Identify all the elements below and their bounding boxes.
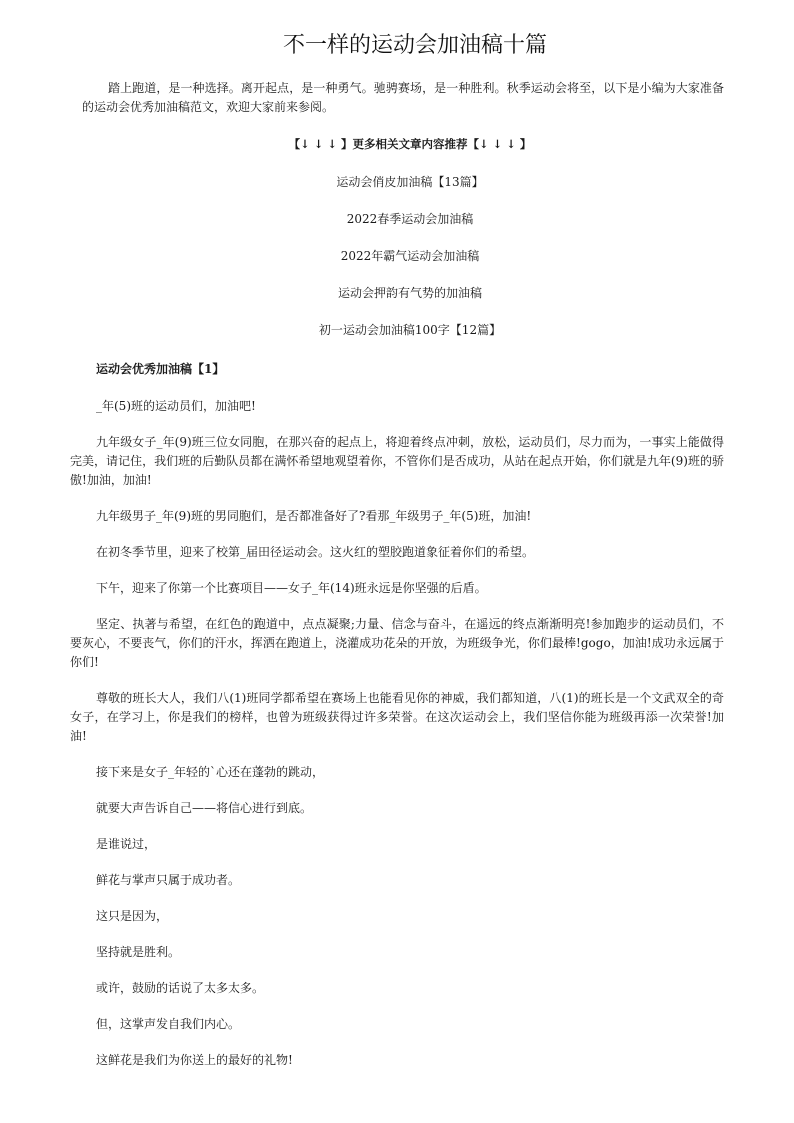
recommendation-list: [0, 174, 794, 339]
body-paragraph: 九年级女子_年(9)班三位女同胞，在那兴奋的起点上，将迎着终点冲刺，放松，运动员们，尽力而为，一事实上能做得完美，请记住，我们班的后勤队员都在满怀希望地观望着你，不管你们是否成功，从站在起点开始，你们就是九年(9)班的骄傲!加油，加油!: [70, 435, 724, 487]
body-paragraph: 坚定、执著与希望，在红色的跑道中，点点凝聚;力量、信念与奋斗，在遥远的终点渐渐明亮!参加跑步的运动员们，不要灰心，不要丧气，你们的汗水，挥洒在跑道上，浇灌成功花朵的开放，为班级争光，你们最棒!gogo，加油!成功永远属于你们!: [70, 617, 724, 669]
body-paragraph: 尊敬的班长大人，我们八(1)班同学都希望在赛场上也能看见你的神威，我们都知道，八(1)的班长是一个文武双全的奇女子，在学习上，你是我们的榜样，也曾为班级获得过许多荣誉。在这次运动会上，我们坚信你能为班级再添一次荣誉!加油!: [70, 691, 724, 743]
intro-paragraph: 踏上跑道，是一种选择。离开起点，是一种勇气。驰骋赛场，是一种胜利。秋季运动会将至，以下是小编为大家准备的运动会优秀加油稿范文，欢迎大家前来参阅。: [82, 81, 724, 114]
body-paragraph: 这鲜花是我们为你送上的最好的礼物!: [96, 1053, 293, 1067]
recommendation-item: [26, 211, 794, 228]
recommendation-link[interactable]: 运动会押韵有气势的加油稿: [337, 286, 482, 300]
document-title: 不一样的运动会加油稿十篇: [282, 33, 547, 58]
body-paragraph: 下午，迎来了你第一个比赛项目——女子_年(14)班永远是你坚强的后盾。: [96, 581, 487, 595]
body-paragraph: 鲜花与掌声只属于成功者。: [96, 873, 241, 887]
section-heading: 运动会优秀加油稿【1】: [96, 362, 225, 376]
body-paragraph: _年(5)班的运动员们，加油吧!: [96, 399, 256, 413]
body-paragraph: 这只是因为，: [96, 909, 169, 923]
body-paragraph: 在初冬季节里，迎来了校第_届田径运动会。这火红的塑胶跑道象征着你们的希望。: [96, 545, 535, 559]
body-paragraph: 但，这掌声发自我们内心。: [96, 1017, 241, 1031]
body-paragraph: 接下来是女子_年轻的`心还在蓬勃的跳动，: [96, 765, 325, 779]
recommendation-link[interactable]: 2022年霸气运动会加油稿: [340, 249, 480, 263]
recommendation-link[interactable]: 运动会俏皮加油稿【13篇】: [336, 175, 484, 189]
body-paragraph: 就要大声告诉自己——将信心进行到底。: [96, 801, 313, 815]
body-paragraph: 或许，鼓励的话说了太多太多。: [96, 981, 265, 995]
recommend-heading: 【↓ ↓ ↓ 】更多相关文章内容推荐【↓ ↓ ↓ 】: [288, 137, 532, 151]
recommendation-item: [26, 248, 794, 265]
recommendation-link[interactable]: 初一运动会加油稿100字【12篇】: [318, 323, 502, 337]
recommendation-item: [26, 285, 794, 302]
body-paragraph: 是谁说过，: [96, 837, 157, 851]
recommendation-item: [26, 322, 794, 339]
body-paragraph: 坚持就是胜利。: [96, 945, 181, 959]
recommendation-item: [26, 174, 794, 191]
recommendation-link[interactable]: 2022春季运动会加油稿: [346, 212, 474, 226]
body-paragraph: 九年级男子_年(9)班的男同胞们，是否都准备好了?看那_年级男子_年(5)班，加油!: [96, 509, 532, 523]
article-body: [70, 397, 724, 1070]
